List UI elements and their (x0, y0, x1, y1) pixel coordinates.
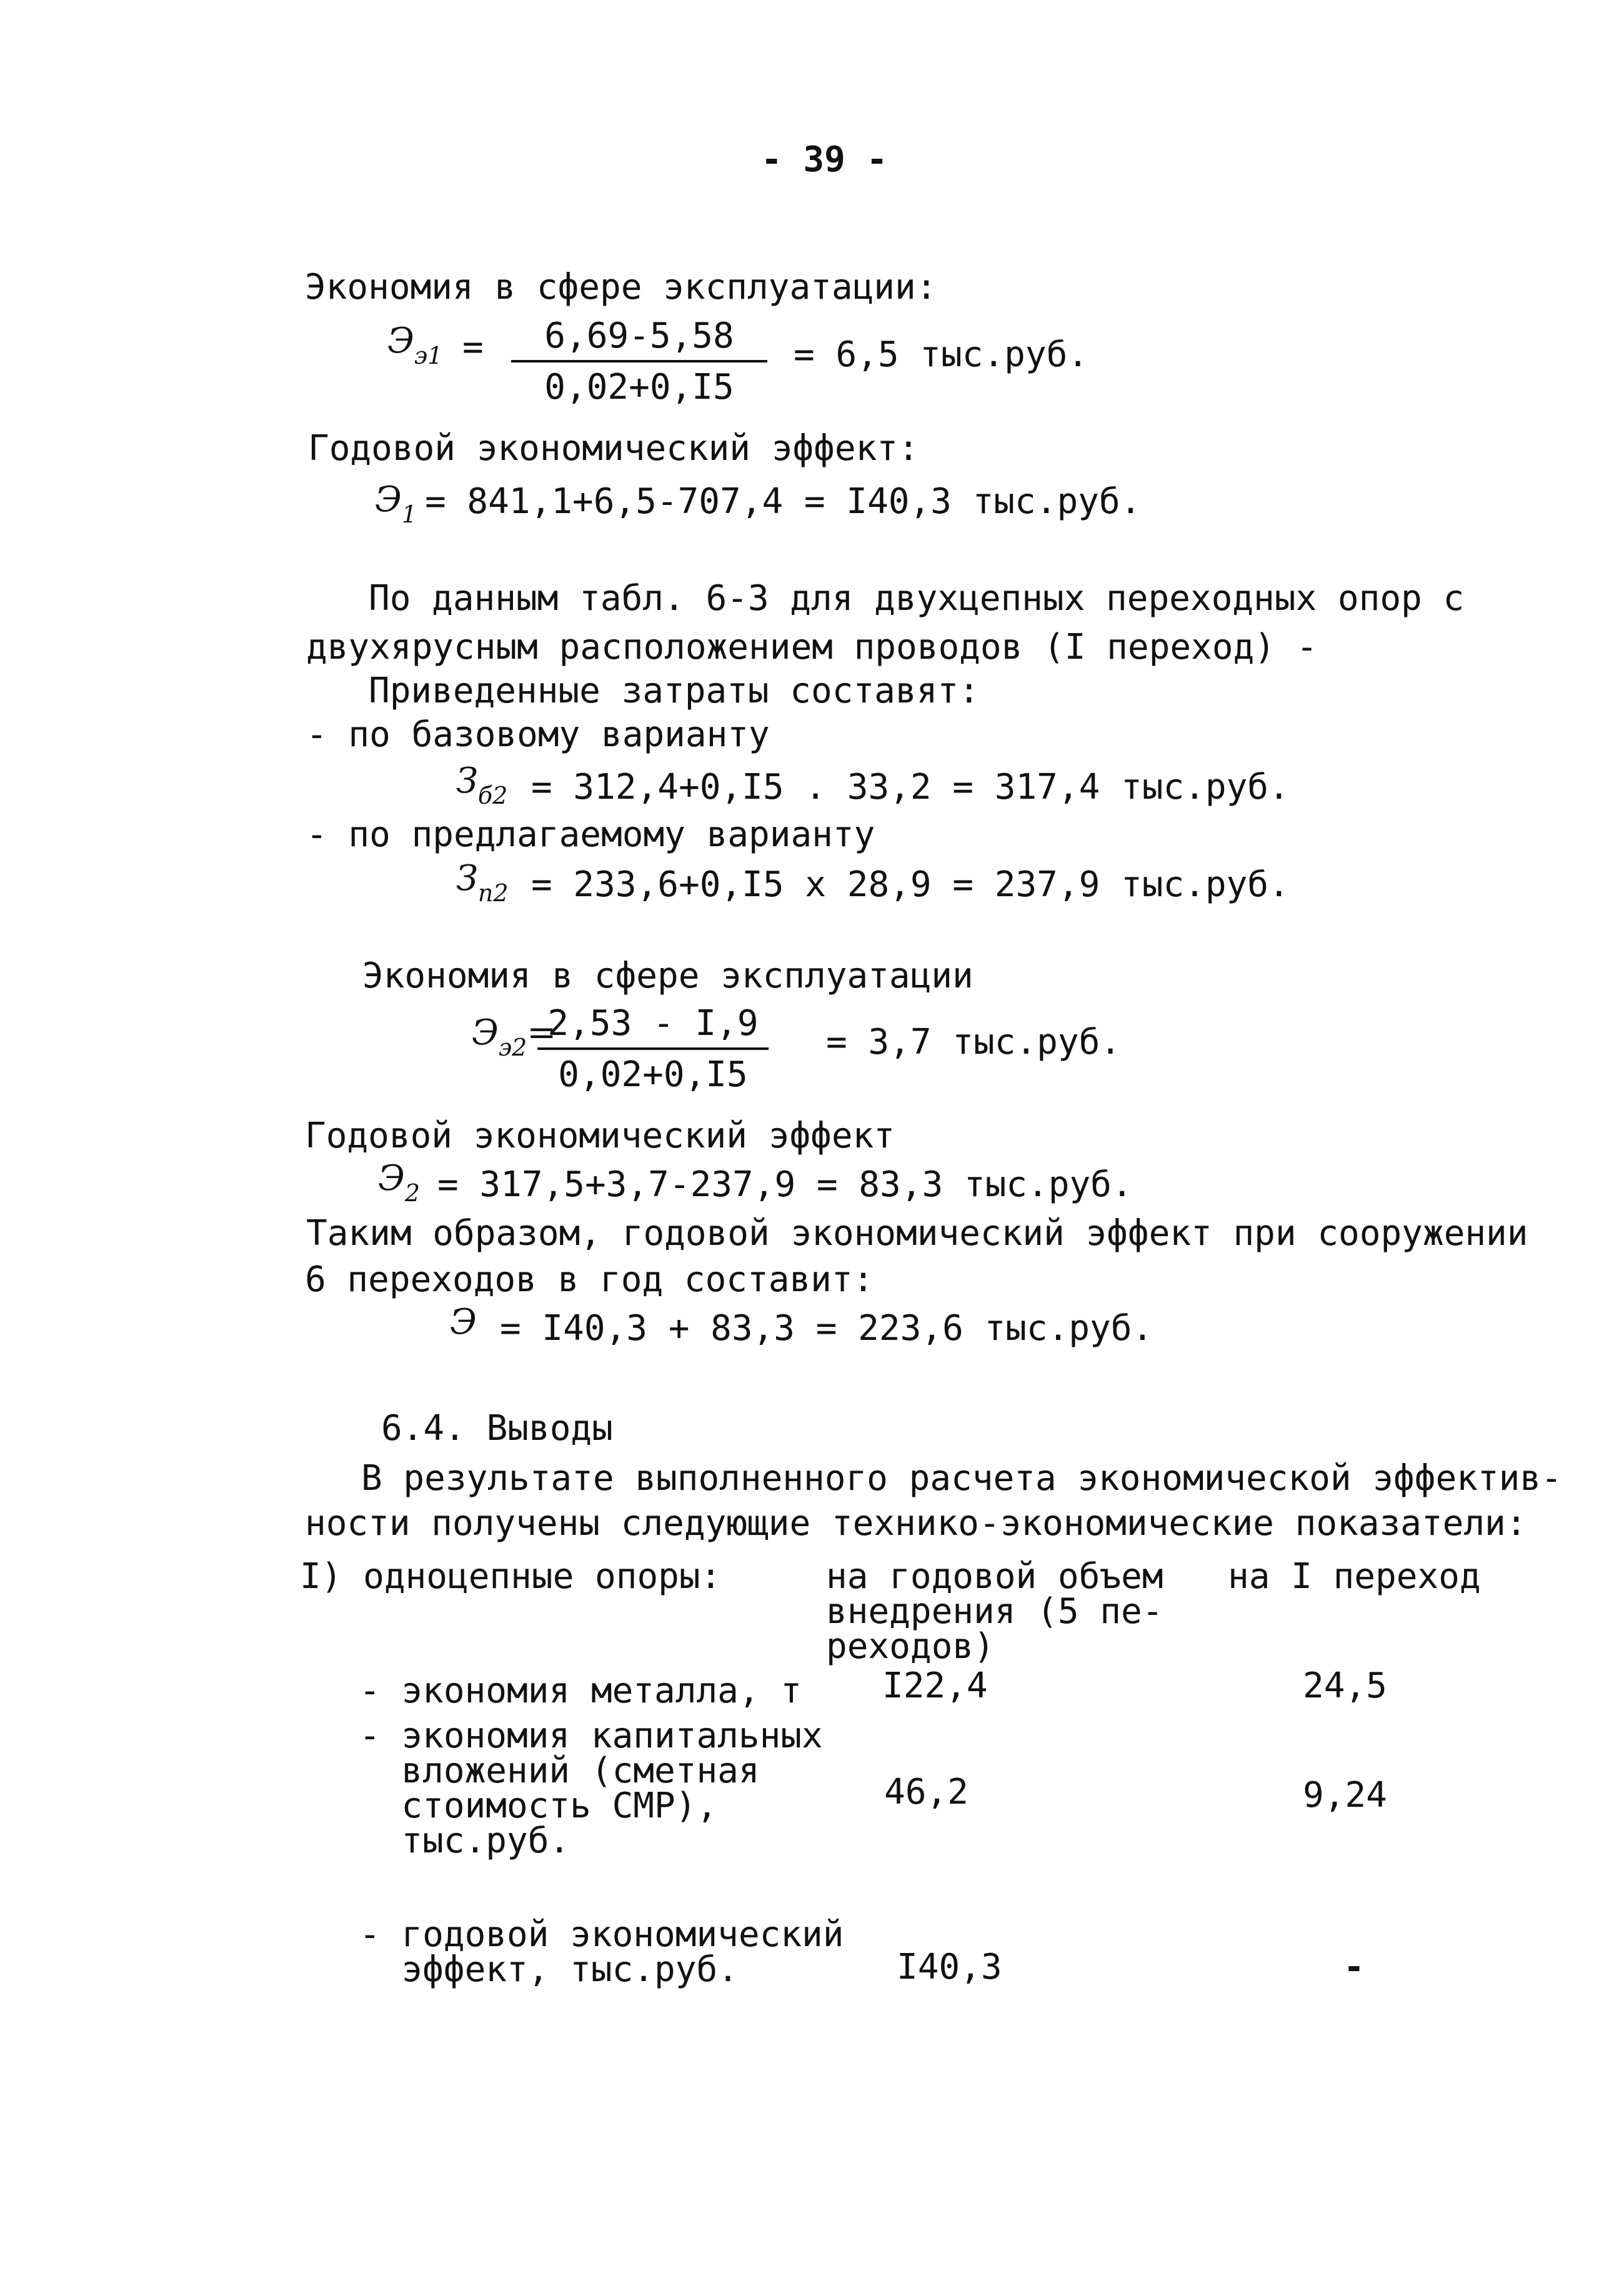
formula-base-cost: = 312,4+0,I5 . 33,2 = 317,4 тыс.руб. (531, 767, 1290, 807)
formula-symbol-e-total: Э (450, 1302, 477, 1342)
bullet-proposed-variant: - по предлагаемому варианту (306, 814, 875, 855)
section-intro-line: В результате выполненного расчета экономической эффектив- (361, 1458, 1562, 1499)
table-cell-annual: I22,4 (882, 1666, 988, 1706)
fraction-operation-savings-1 (511, 316, 767, 407)
fraction-numerator: 6,69-5,58 (511, 319, 767, 362)
paragraph-line: 6 переходов в год составит: (305, 1259, 874, 1300)
formula-symbol-e1 (375, 479, 417, 528)
symbol-main: З (456, 858, 478, 899)
paragraph-line: двухярусным расположением проводов (I переход) - (306, 627, 1318, 667)
table-cell-annual: I40,3 (897, 1947, 1002, 1987)
formula-symbol-e-e2: $Э_{э2}=$ (472, 1012, 557, 1061)
heading-operation-savings-1: Экономия в сфере эксплуатации: (305, 267, 937, 307)
formula-result-1: = 6,5 тыс.руб. (794, 334, 1089, 375)
page-number: - 39 - (761, 139, 888, 180)
symbol-subscript: п2 (477, 879, 509, 907)
heading-annual-effect-1: Годовой экономический эффект: (308, 428, 919, 469)
symbol-main: Э (472, 1012, 499, 1053)
paragraph-line: Приведенные затраты составят: (369, 671, 980, 711)
formula-total-effect: = I40,3 + 83,3 = 223,6 тыс.руб. (500, 1308, 1153, 1349)
formula-proposed-cost: = 233,6+0,I5 x 28,9 = 237,9 тыс.руб. (531, 864, 1290, 905)
symbol-main: Э (375, 479, 402, 520)
symbol-subscript: э1 (414, 342, 443, 369)
table-cell-per-crossing: - (1343, 1947, 1365, 1987)
symbol-main: З (456, 761, 478, 801)
symbol-subscript: 2 (404, 1179, 421, 1207)
fraction-denominator: 0,02+0,I5 (544, 367, 734, 407)
paragraph-line: По данным табл. 6-3 для двухцепных переходных опор с (369, 578, 1465, 619)
fraction-denominator: 0,02+0,I5 (558, 1054, 748, 1095)
group-label: I) одноцепные опоры: (300, 1556, 722, 1597)
table-row-label: - экономия капитальных вложений (сметная стоимость СМР), тыс.руб. (359, 1716, 823, 1861)
section-intro-line: ности получены следующие технико-экономические показатели: (305, 1503, 1527, 1544)
symbol-subscript: 1 (401, 501, 417, 528)
paragraph-line: Таким образом, годовой экономический эффект при сооружении (306, 1213, 1528, 1254)
table-cell-per-crossing: 9,24 (1303, 1775, 1387, 1816)
table-row-label: - экономия металла, т (359, 1671, 802, 1711)
table-cell-annual: 46,2 (884, 1772, 969, 1812)
column-header-per-crossing: на I переход (1228, 1556, 1481, 1597)
fraction-numerator: 2,53 - I,9 (537, 1006, 769, 1050)
symbol-main: Э (378, 1158, 405, 1199)
table-cell-per-crossing: 24,5 (1303, 1666, 1387, 1706)
formula-symbol-z-p2 (456, 858, 509, 907)
symbol-main: Э (387, 321, 414, 361)
equals-sign: = (462, 327, 484, 367)
heading-operation-savings-2: Экономия в сфере эксплуатации (362, 956, 974, 996)
formula-result-2: = 3,7 тыс.руб. (826, 1022, 1122, 1062)
symbol-subscript: э2 (498, 1034, 527, 1061)
formula-annual-effect-2: = 317,5+3,7-237,9 = 83,3 тыс.руб. (437, 1164, 1133, 1205)
heading-annual-effect-2: Годовой экономический эффект (305, 1116, 895, 1156)
formula-symbol-e2 (378, 1158, 421, 1207)
table-row-label: - годовой экономический эффект, тыс.руб. (359, 1914, 844, 1990)
section-heading: 6.4. Выводы (381, 1408, 613, 1449)
formula-symbol-z-b2 (456, 761, 508, 809)
column-header-annual: на годовой объем внедрения (5 пе- реходов) (826, 1556, 1163, 1667)
bullet-base-variant: - по базовому варианту (306, 714, 770, 755)
formula-symbol-e-e1 (387, 321, 443, 369)
symbol-subscript: б2 (477, 782, 508, 809)
formula-annual-effect-1: = 841,1+6,5-707,4 = I40,3 тыс.руб. (425, 481, 1142, 522)
fraction-operation-savings-2 (537, 1003, 769, 1095)
